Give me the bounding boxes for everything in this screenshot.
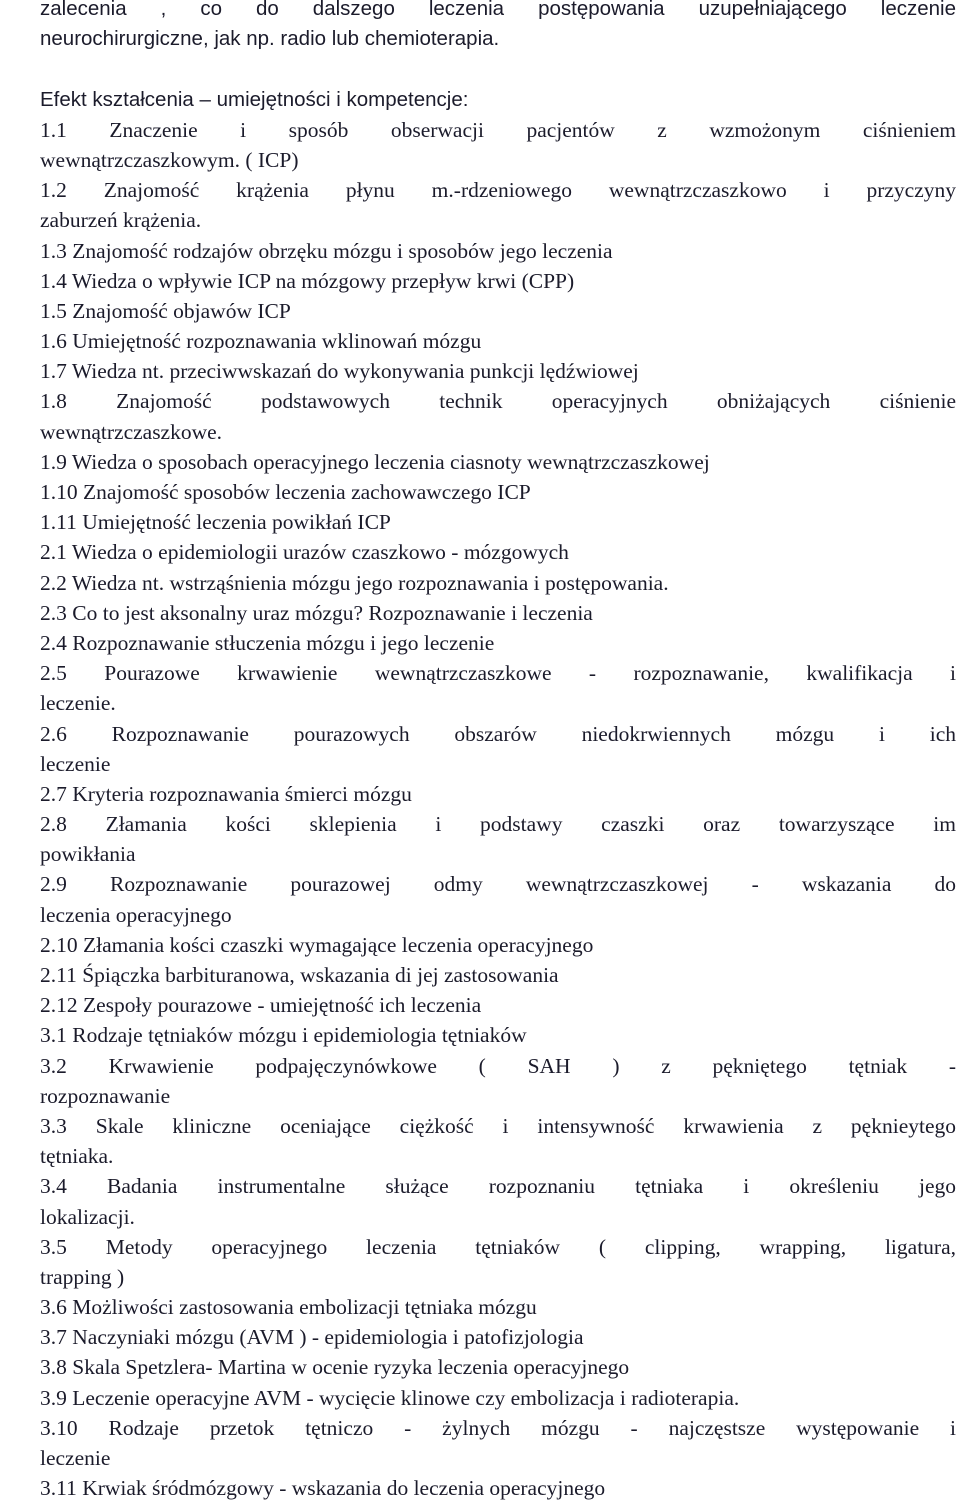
list-item: trapping ): [40, 1264, 125, 1289]
list-item: 2.10 Złamania kości czaszki wymagające leczenia operacyjnego: [40, 932, 594, 957]
list-item: 1.3 Znajomość rodzajów obrzęku mózgu i sposobów jego leczenia: [40, 238, 613, 263]
intro-line-2: neurochirurgiczne, jak np. radio lub chemioterapia.: [40, 27, 500, 51]
list-item: 1.8 Znajomość podstawowych technik operacyjnych obniżających ciśnienie: [40, 389, 956, 414]
list-item: 2.1 Wiedza o epidemiologii urazów czaszkowo - mózgowych: [40, 540, 569, 565]
list-item: 2.8 Złamania kości sklepienia i podstawy czaszki oraz towarzyszące im: [40, 812, 956, 837]
list-item: 2.4 Rozpoznawanie stłuczenia mózgu i jego leczenie: [40, 630, 495, 655]
list-item: 3.3 Skale kliniczne oceniające ciężkość i intensywność krwawienia z pęknieytego: [40, 1113, 956, 1138]
list-item: 2.9 Rozpoznawanie pourazowej odmy wewnątrzczaszkowej - wskazania do: [40, 872, 956, 897]
list-item: 3.10 Rodzaje przetok tętniczo - żylnych mózgu - najczęstsze występowanie i: [40, 1415, 956, 1440]
list-item: 2.5 Pourazowe krwawienie wewnątrzczaszkowe - rozpoznawanie, kwalifikacja i: [40, 661, 956, 686]
list-item: 2.3 Co to jest aksonalny uraz mózgu? Rozpoznawanie i leczenia: [40, 600, 593, 625]
list-item: leczenie: [40, 751, 111, 776]
list-item: lokalizacji.: [40, 1204, 135, 1229]
list-item: tętniaka.: [40, 1144, 114, 1169]
list-item: 2.12 Zespoły pourazowe - umiejętność ich leczenia: [40, 993, 482, 1018]
list-item: 3.11 Krwiak śródmózgowy - wskazania do leczenia operacyjnego: [40, 1476, 606, 1501]
list-item: 2.11 Śpiączka barbituranowa, wskazania di jej zastosowania: [40, 963, 559, 987]
list-item: 1.6 Umiejętność rozpoznawania wklinowań mózgu: [40, 329, 482, 354]
list-item: zaburzeń krążenia.: [40, 208, 202, 233]
list-item: 3.4 Badania instrumentalne służące rozpoznaniu tętniaka i określeniu jego: [40, 1174, 956, 1199]
list-item: 3.6 Możliwości zastosowania embolizacji tętniaka mózgu: [40, 1295, 537, 1320]
list-item: 1.5 Znajomość objawów ICP: [40, 298, 291, 323]
list-item: 1.1 Znaczenie i sposób obserwacji pacjentów z wzmożonym ciśnieniem: [40, 117, 956, 142]
list-item: wewnątrzczaszkowe.: [40, 419, 223, 444]
list-item: 3.7 Naczyniaki mózgu (AVM ) - epidemiologia i patofizjologia: [40, 1325, 584, 1350]
list-item: wewnątrzczaszkowym. ( ICP): [40, 147, 299, 172]
list-item: powikłania: [40, 842, 136, 867]
list-item: 1.9 Wiedza o sposobach operacyjnego leczenia ciasnoty wewnątrzczaszkowej: [40, 449, 710, 474]
intro-line-1: zalecenia , co do dalszego leczenia postępowania uzupełniającego leczenie: [40, 0, 956, 20]
list-item: 1.11 Umiejętność leczenia powikłań ICP: [40, 510, 391, 535]
list-item: leczenie.: [40, 691, 116, 716]
list-item: 2.6 Rozpoznawanie pourazowych obszarów niedokrwiennych mózgu i ich: [40, 721, 956, 746]
blank-line: [40, 54, 956, 84]
list-item: 3.5 Metody operacyjnego leczenia tętniaków ( clipping, wrapping, ligatura,: [40, 1234, 956, 1259]
list-item: 3.1 Rodzaje tętniaków mózgu i epidemiologia tętniaków: [40, 1023, 527, 1048]
list-item: 2.7 Kryteria rozpoznawania śmierci mózgu: [40, 781, 412, 806]
list-item: 1.10 Znajomość sposobów leczenia zachowawczego ICP: [40, 480, 531, 504]
list-item: 1.4 Wiedza o wpływie ICP na mózgowy przepływ krwi (CPP): [40, 268, 575, 293]
list-item: rozpoznawanie: [40, 1083, 171, 1108]
list-item: 3.9 Leczenie operacyjne AVM - wycięcie klinowe czy embolizacja i radioterapia.: [40, 1385, 740, 1410]
list-item: leczenia operacyjnego: [40, 902, 232, 927]
list-item: leczenie: [40, 1446, 111, 1470]
list-item: 1.2 Znajomość krążenia płynu m.-rdzeniowego wewnątrzczaszkowo i przyczyny: [40, 178, 956, 203]
section-heading: Efekt kształcenia – umiejętności i kompetencje:: [40, 87, 469, 111]
list-item: 3.2 Krwawienie podpajęczynówkowe ( SAH ) z pękniętego tętniak -: [40, 1053, 956, 1078]
list-item: 3.8 Skala Spetzlera- Martina w ocenie ryzyka leczenia operacyjnego: [40, 1355, 630, 1380]
list-item: 2.2 Wiedza nt. wstrząśnienia mózgu jego rozpoznawania i postępowania.: [40, 570, 669, 595]
list-item: 1.7 Wiedza nt. przeciwwskazań do wykonywania punkcji lędźwiowej: [40, 359, 639, 384]
